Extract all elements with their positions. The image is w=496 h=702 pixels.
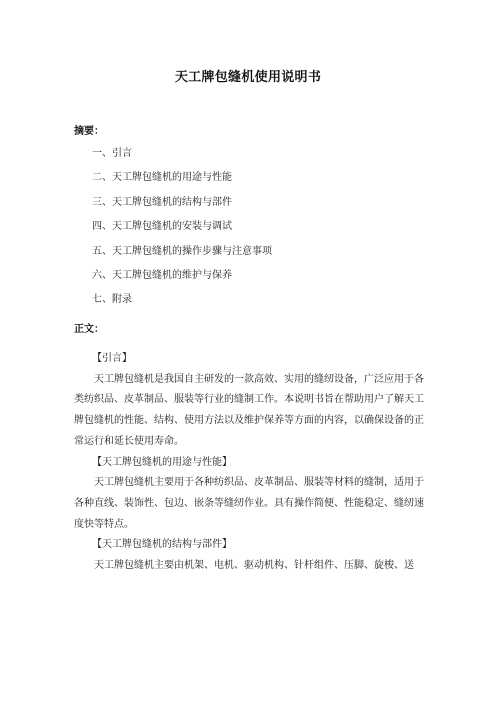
body-label: 正文：	[74, 324, 104, 335]
section-heading-introduction: 【引言】	[92, 353, 132, 364]
document-title: 天工牌包缝机使用说明书	[174, 70, 322, 85]
paragraph-purpose-performance: 天工牌包缝机主要用于各种纺织品、皮革制品、服装等材料的缝制，适用于各种直线、装饰性、包边、嵌条等缝纫作业。具有操作简便、性能稳定、缝纫速度快等特点。	[74, 477, 424, 530]
abstract-label: 摘要：	[74, 126, 104, 137]
toc-item-installation: 四、天工牌包缝机的安装与调试	[92, 221, 232, 233]
section-heading-purpose-performance: 【天工牌包缝机的用途与性能】	[92, 456, 232, 468]
table-of-contents	[92, 148, 272, 319]
toc-item-purpose-performance: 二、天工牌包缝机的用途与性能	[92, 172, 232, 184]
toc-item-maintenance: 六、天工牌包缝机的维护与保养	[92, 269, 232, 281]
body-text	[74, 349, 424, 577]
paragraph-structure-parts: 天工牌包缝机主要由机架、电机、驱动机构、针杆组件、压脚、旋梭、送	[94, 560, 414, 572]
toc-item-introduction: 一、引言	[92, 148, 132, 159]
toc-item-operation: 五、天工牌包缝机的操作步骤与注意事项	[92, 245, 272, 257]
toc-item-structure-parts: 三、天工牌包缝机的结构与部件	[92, 196, 232, 208]
paragraph-introduction: 天工牌包缝机是我国自主研发的一款高效、实用的缝纫设备，广泛应用于各类纺织品、皮革制品、服装等行业的缝制工作。本说明书旨在帮助用户了解天工牌包缝机的性能、结构、使用方法以及维护保养等方面的内容，以确保设备的正常运行和延长使用寿命。	[74, 373, 424, 447]
toc-item-appendix: 七、附录	[92, 294, 132, 306]
section-heading-structure-parts: 【天工牌包缝机的结构与部件】	[92, 539, 232, 551]
